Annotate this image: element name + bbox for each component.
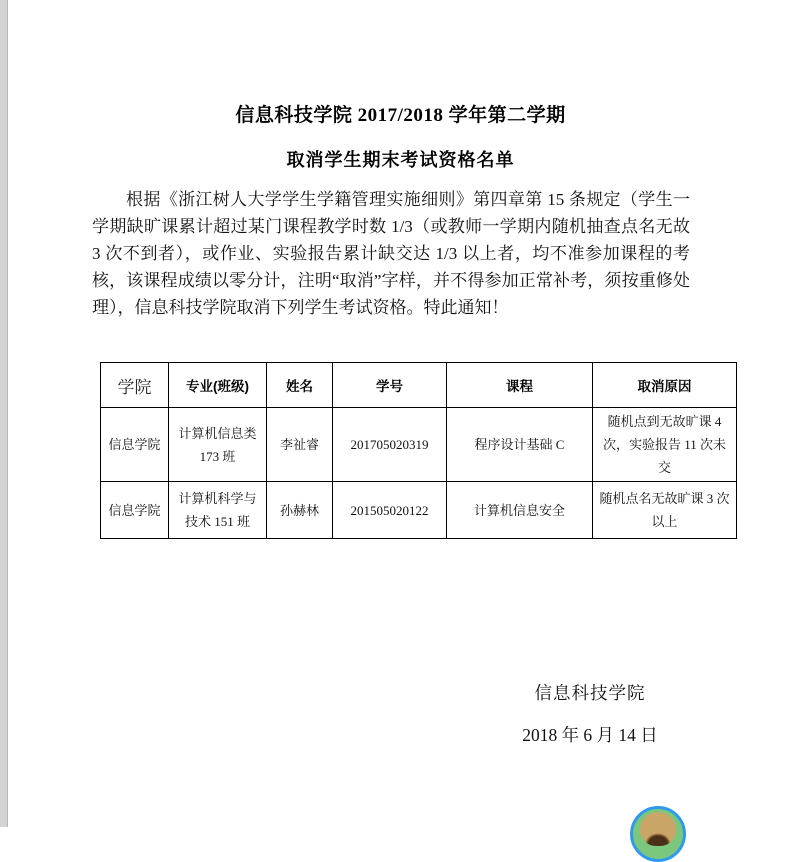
document-title-line2: 取消学生期末考试资格名单 [286, 150, 515, 170]
signature-college-name: 信息科技学院 [534, 683, 646, 703]
cancel-exam-table [100, 362, 737, 539]
cell-name: 孙赫林 [267, 482, 333, 539]
page-left-edge [0, 0, 8, 827]
header-course: 课程 [447, 363, 593, 408]
table-row [101, 482, 737, 539]
cell-course: 程序设计基础 C [447, 408, 593, 482]
signature-date: 2018 年 6 月 14 日 [522, 725, 658, 745]
cell-student-id: 201705020319 [333, 408, 447, 482]
header-major-class: 专业(班级) [169, 363, 267, 408]
cell-cancel-reason: 随机点到无故旷课 4 次，实验报告 11 次未交 [593, 408, 737, 482]
cell-college: 信息学院 [101, 482, 169, 539]
avatar-hair-graphic [640, 812, 676, 846]
cell-major-class: 计算机信息类 173 班 [169, 408, 267, 482]
header-name: 姓名 [267, 363, 333, 408]
header-cancel-reason: 取消原因 [593, 363, 737, 408]
table-row [101, 408, 737, 482]
header-student-id: 学号 [333, 363, 447, 408]
document-title-line1: 信息科技学院 2017/2018 学年第二学期 [235, 105, 566, 126]
cell-name: 李祉睿 [267, 408, 333, 482]
cell-cancel-reason: 随机点名无故旷课 3 次以上 [593, 482, 737, 539]
cell-course: 计算机信息安全 [447, 482, 593, 539]
cell-college: 信息学院 [101, 408, 169, 482]
header-college: 学院 [101, 363, 169, 408]
table-header-row [101, 363, 737, 408]
notice-body-paragraph: 根据《浙江树人大学学生学籍管理实施细则》第四章第 15 条规定（学生一学期缺旷课累计超过某门课程教学时数 1/3（或教师一学期内随机抽查点名无故 3 次不到者），或作业、实验报告累计缺交达 1/3 以上者，均不准参加课程的考核，该课程成绩以零分计，注明“取消”字样，并不得参加正常补考，须按重修处理），信息科技学院取消下列学生考试资格。特此通知！ [92, 190, 690, 317]
cell-major-class: 计算机科学与技术 151 班 [169, 482, 267, 539]
person-avatar[interactable] [630, 806, 686, 862]
cell-student-id: 201505020122 [333, 482, 447, 539]
